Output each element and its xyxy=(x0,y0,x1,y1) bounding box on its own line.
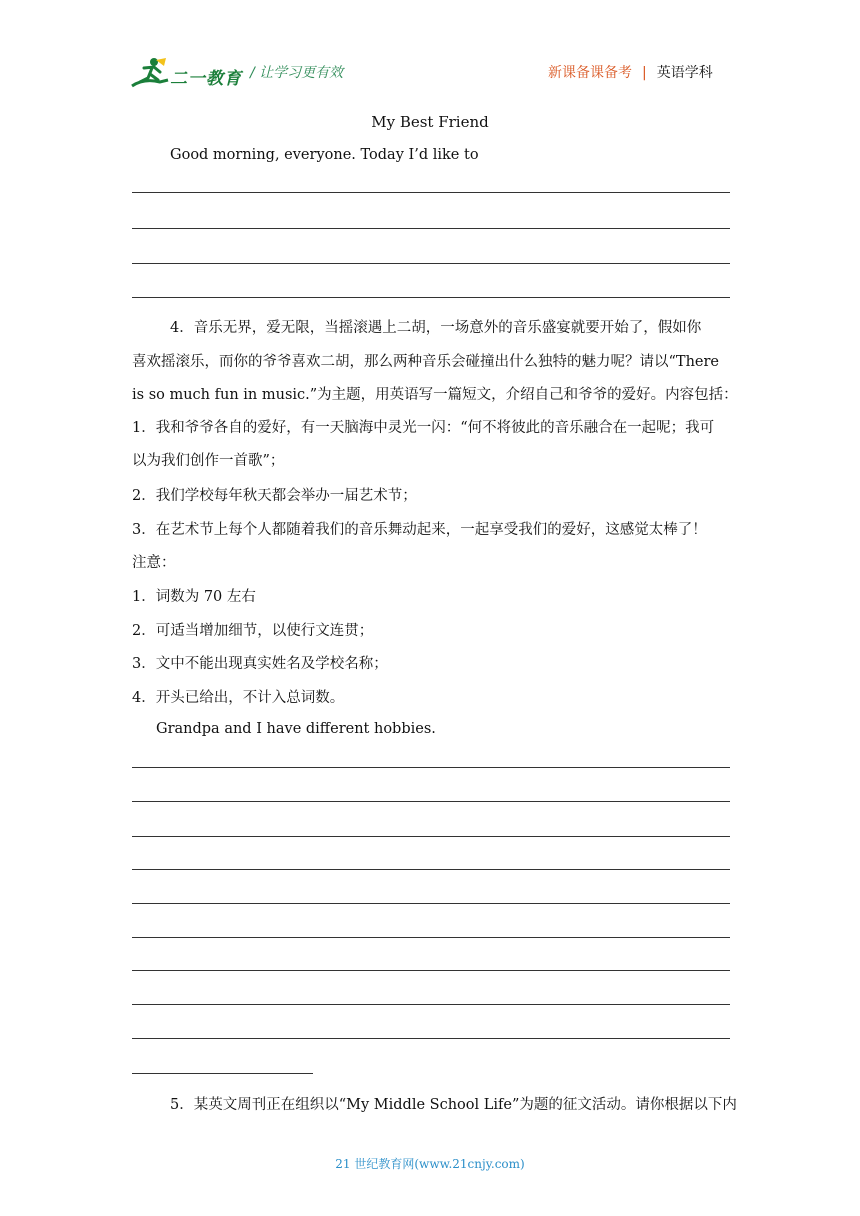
answer-line xyxy=(132,263,730,264)
footer-source: 21 世纪教育网(www.21cnjy.com) xyxy=(335,1157,525,1171)
answer-line xyxy=(132,192,730,193)
answer-line xyxy=(132,970,730,971)
essay-opening: Good morning, everyone. Today I’d like to xyxy=(170,147,479,163)
answer-line xyxy=(132,903,730,904)
note-item: 1．词数为 70 左右 xyxy=(132,589,256,605)
note-item: 2．可适当增加细节，以使行文连贯； xyxy=(132,623,374,639)
answer-line xyxy=(132,869,730,870)
task4-prompt-line: 4．音乐无界，爱无限，当摇滚遇上二胡，一场意外的音乐盛宴就要开始了，假如你 xyxy=(170,320,702,336)
header-subject-label: 英语学科 xyxy=(656,65,713,81)
task4-point: 1．我和爷爷各自的爱好，有一天脑海中灵光一闪：“何不将彼此的音乐融合在一起呢；我可 xyxy=(132,420,715,436)
answer-line xyxy=(132,1038,730,1039)
task4-prompt-line: is so much fun in music.”为主题，用英语写一篇短文，介绍自己和爷爷的爱好。内容包括： xyxy=(132,387,738,403)
answer-line xyxy=(132,801,730,802)
note-label: 注意： xyxy=(132,555,176,571)
header-separator: | xyxy=(642,65,647,81)
task4-point: 2．我们学校每年秋天都会举办一届艺术节； xyxy=(132,488,417,504)
header-course-label: 新课备课备考 xyxy=(548,65,632,81)
answer-line xyxy=(132,937,730,938)
essay-title: My Best Friend xyxy=(371,113,489,131)
answer-line xyxy=(132,836,730,837)
answer-line xyxy=(132,297,730,298)
note-item: 4．开头已给出，不计入总词数。 xyxy=(132,690,345,706)
answer-line xyxy=(132,767,730,768)
task5-prompt-line: 5．某英文周刊正在组织以“My Middle School Life”为题的征文活动。请你根据以下内 xyxy=(170,1097,737,1113)
task4-prompt-line: 喜欢摇滚乐，而你的爷爷喜欢二胡，那么两种音乐会碰撞出什么独特的魅力呢？请以“There xyxy=(132,354,720,370)
answer-line xyxy=(132,1073,313,1074)
answer-line xyxy=(132,228,730,229)
answer-line xyxy=(132,1004,730,1005)
logo-text: 二一教育 xyxy=(170,69,242,89)
running-figure-icon xyxy=(130,56,170,90)
slogan: / 让学习更有效 xyxy=(250,65,344,81)
task4-point: 以为我们创作一首歌”； xyxy=(132,453,285,469)
task4-point: 3．在艺术节上每个人都随着我们的音乐舞动起来，一起享受我们的爱好，这感觉太棒了！ xyxy=(132,522,707,538)
essay-opening: Grandpa and I have different hobbies. xyxy=(156,721,436,737)
note-item: 3．文中不能出现真实姓名及学校名称； xyxy=(132,656,388,672)
header-subject xyxy=(548,62,713,82)
logo xyxy=(130,56,240,90)
